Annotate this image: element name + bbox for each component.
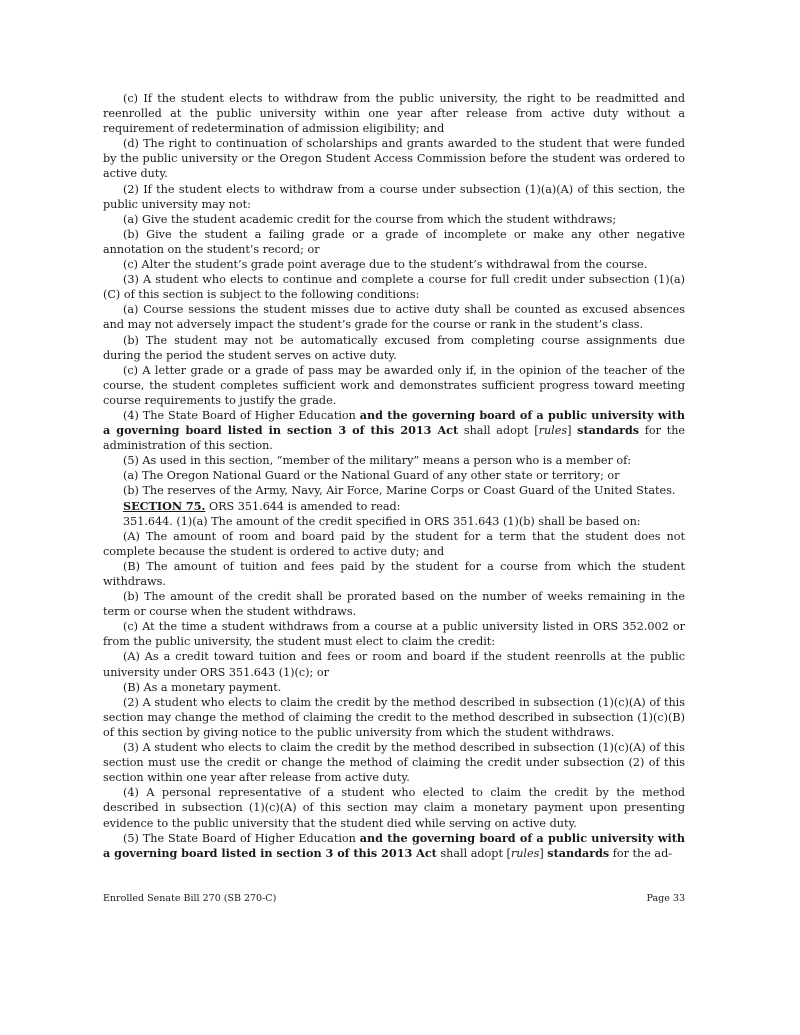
paragraph: [103, 468, 685, 483]
footer-page-number: Page 33: [646, 893, 685, 904]
paragraph: [103, 589, 685, 619]
text-run: standards: [547, 845, 610, 860]
paragraph: [103, 559, 685, 589]
paragraph: [103, 740, 685, 785]
text-run: (3) A student who elects to claim the credit by the method described in subsection (1)(c)(A) of this section must use the credit or change the method of claiming the credit under subsection (2) of this section within one year after release from active duty.: [103, 741, 685, 785]
paragraph: [103, 363, 685, 408]
text-run: standards: [577, 423, 640, 438]
paragraph: [103, 785, 685, 830]
paragraph: [103, 483, 685, 498]
section-heading: SECTION 75.: [123, 498, 206, 513]
text-run: (4) A personal representative of a student who elected to claim the credit by the method described in subsection (1)(c)(A) of this section may claim a monetary payment upon presenting evidence to the public university that the student died while serving on active duty.: [103, 786, 685, 830]
text-run: (b) Give the student a failing grade or a grade of incomplete or make any other negative annotation on the student’s record; or: [103, 227, 685, 256]
paragraph: [103, 212, 685, 227]
page-footer: [103, 893, 685, 904]
paragraph: [103, 227, 685, 257]
text-run: (2) If the student elects to withdraw from a course under subsection (1)(a)(A) of this section, the public university may not:: [103, 182, 685, 211]
paragraph: [103, 499, 685, 514]
paragraph: [103, 649, 685, 679]
paragraph: [103, 529, 685, 559]
text-run: ORS 351.644 is amended to read:: [205, 499, 401, 513]
text-run: (A) As a credit toward tuition and fees or room and board if the student reenrolls at the public university under ORS 351.643 (1)(c); or: [103, 650, 685, 679]
paragraph: [103, 257, 685, 272]
paragraph: [103, 333, 685, 363]
paragraph: [103, 408, 685, 453]
text-run: (b) The reserves of the Army, Navy, Air Force, Marine Corps or Coast Guard of the United States.: [123, 484, 676, 498]
text-run: rules: [510, 846, 540, 860]
text-run: (c) A letter grade or a grade of pass may be awarded only if, in the opinion of the teacher of the course, the student completes sufficient work and demonstrates sufficient progress toward meeting course requirements to justify the grade.: [103, 363, 685, 407]
paragraph: [103, 831, 685, 861]
text-run: and the governing board of a public university with a governing board listed in section 3 of this 2013 Act: [103, 407, 686, 438]
text-run: shall adopt [: [436, 846, 511, 860]
text-run: (2) A student who elects to claim the credit by the method described in subsection (1)(c)(A) of this section may change the method of claiming the credit to the method described in subsection (1)(c)(B) of this section by giving notice to the public university from which the student withdraws.: [103, 695, 685, 739]
text-run: 351.644. (1)(a) The amount of the credit specified in ORS 351.643 (1)(b) shall be based on:: [123, 514, 641, 528]
paragraph: [103, 136, 685, 181]
text-run: for the ad-: [609, 846, 673, 860]
text-run: shall adopt [: [458, 424, 539, 438]
text-run: (c) At the time a student withdraws from a course at a public university listed in ORS 352.002 or from the public university, the student must elect to claim the credit:: [103, 620, 685, 649]
text-run: (c) Alter the student’s grade point average due to the student’s withdrawal from the course.: [123, 258, 648, 272]
paragraph: [103, 695, 685, 740]
paragraph: [103, 272, 685, 302]
text-run: (B) The amount of tuition and fees paid by the student for a course from which the student withdraws.: [103, 559, 685, 588]
text-run: (a) Give the student academic credit for the course from which the student withdraws;: [123, 212, 617, 226]
paragraph: [103, 619, 685, 649]
text-run: (d) The right to continuation of scholarships and grants awarded to the student that were funded by the public university or the Oregon Student Access Commission before the student was ordered to active duty.: [103, 137, 685, 181]
text-run: (B) As a monetary payment.: [123, 680, 282, 694]
paragraph: [103, 453, 685, 468]
text-run: (a) Course sessions the student misses due to active duty shall be counted as excused absences and may not adversely impact the student’s grade for the course or rank in the student’s class.: [103, 303, 685, 332]
text-run: (b) The amount of the credit shall be prorated based on the number of weeks remaining in the term or course when the student withdraws.: [103, 590, 685, 619]
text-run: (5) As used in this section, “member of the military” means a person who is a member of:: [123, 454, 632, 468]
paragraph: [103, 302, 685, 332]
text-run: for the administration of this section.: [103, 424, 686, 453]
paragraph: [103, 514, 685, 529]
paragraph: [103, 91, 685, 136]
text-run: (4) The State Board of Higher Education: [123, 408, 360, 422]
text-run: rules: [538, 424, 568, 438]
text-run: ]: [539, 846, 548, 860]
text-run: (A) The amount of room and board paid by the student for a term that the student does not complete because the student is ordered to active duty; and: [103, 529, 685, 558]
paragraph: [103, 182, 685, 212]
text-run: (5) The State Board of Higher Education: [123, 831, 360, 845]
text-run: and the governing board of a public university with a governing board listed in section 3 of this 2013 Act: [103, 830, 686, 860]
text-run: (c) If the student elects to withdraw from the public university, the right to be readmitted and reenrolled at the public university within one year after release from active duty without a requirement of redetermination of admission eligibility; and: [103, 92, 685, 136]
paragraph: [103, 680, 685, 695]
footer-bill-title: Enrolled Senate Bill 270 (SB 270-C): [103, 893, 277, 904]
document-body: [103, 91, 685, 861]
text-run: (3) A student who elects to continue and complete a course for full credit under subsection (1)(a)(C) of this section is subject to the following conditions:: [103, 273, 685, 302]
text-run: ]: [567, 424, 578, 438]
text-run: (b) The student may not be automatically excused from completing course assignments due during the period the student serves on active duty.: [103, 333, 685, 362]
text-run: (a) The Oregon National Guard or the National Guard of any other state or territory; or: [123, 469, 620, 483]
